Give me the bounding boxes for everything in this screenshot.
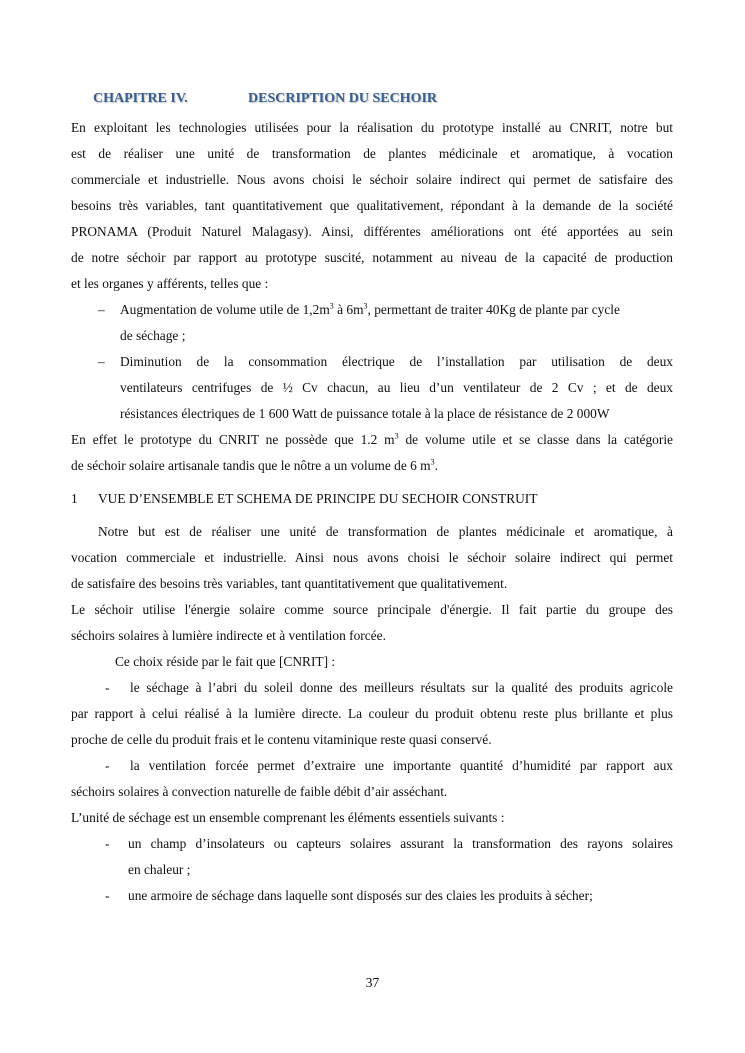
intro-line-6: de notre séchoir par rapport au prototype suscité, notamment au niveau de la capacité de production (71, 250, 673, 265)
p2-line-3: de satisfaire des besoins très variables, tant quantitativement que qualitativement. (71, 576, 508, 591)
reason-dash: - (105, 758, 110, 773)
element-1-line-1: un champ d’insolateurs ou capteurs solaires assurant la transformation des rayons solaires (128, 836, 673, 851)
bullet-2-line-3: résistances électriques de 1 600 Watt de puissance totale à la place de résistance de 2 000W (120, 406, 610, 421)
bullet-1-text-b: à 6m (333, 302, 364, 317)
section-title: VUE D’ENSEMBLE ET SCHEMA DE PRINCIPE DU SECHOIR CONSTRUIT (98, 491, 538, 506)
intro-line-7: et les organes y afférents, telles que : (71, 276, 269, 291)
p2-line-1: Notre but est de réaliser une unité de transformation de plantes médicinale et aromatique, à (98, 524, 673, 539)
page-number: 37 (365, 975, 380, 990)
p2-line-2: vocation commerciale et industrielle. Ainsi nous avons choisi le séchoir solaire indirect qui permet (71, 550, 673, 565)
reason-1-line-1: le séchage à l’abri du soleil donne des meilleurs résultats sur la qualité des produits agricole (130, 680, 673, 695)
p5-line-1: L’unité de séchage est un ensemble comprenant les éléments essentiels suivants : (71, 810, 505, 825)
effet-line-2 (71, 456, 673, 476)
superscript: 3 (363, 301, 368, 311)
reason-2-line-2: séchoirs solaires à convection naturelle de faible débit d’air asséchant. (71, 784, 448, 799)
p3-line-2: séchoirs solaires à lumière indirecte et à ventilation forcée. (71, 628, 386, 643)
bullet-2-line-2: ventilateurs centrifuges de ½ Cv chacun, au lieu d’un ventilateur de 2 Cv ; et de deux (120, 380, 673, 395)
superscript: 3 (430, 457, 435, 467)
bullet-1-line-2: de séchage ; (120, 328, 186, 343)
chapter-title: DESCRIPTION DU SECHOIR (248, 91, 438, 106)
element-dash: - (105, 888, 110, 903)
bullet-1-text-c: , permettant de traiter 40Kg de plante par cycle (367, 302, 620, 317)
element-dash: - (105, 836, 110, 851)
reason-1-line-2: par rapport à celui réalisé à la lumière directe. La couleur du produit obtenu reste plus brillante et plus (71, 706, 673, 721)
intro-line-5: PRONAMA (Produit Naturel Malagasy). Ainsi, différentes améliorations ont été apportées au sein (71, 224, 673, 239)
intro-line-1: En exploitant les technologies utilisées pour la réalisation du prototype installé au CNRIT, notre but (71, 120, 673, 135)
reason-1-line-3: proche de celle du produit frais et le contenu vitaminique reste quasi conservé. (71, 732, 492, 747)
bullet-dash: – (98, 302, 105, 317)
element-2-line-1: une armoire de séchage dans laquelle sont disposés sur des claies les produits à sécher; (128, 888, 593, 903)
reason-2-line-1: la ventilation forcée permet d’extraire une importante quantité d’humidité par rapport aux (130, 758, 673, 773)
effet-text-c: de séchoir solaire artisanale tandis que le nôtre a un volume de 6 m (71, 458, 431, 473)
p4-line-1: Ce choix réside par le fait que [CNRIT] : (115, 654, 336, 669)
element-1-line-2: en chaleur ; (128, 862, 191, 877)
effet-text-d: . (434, 458, 438, 473)
effet-text-a: En effet le prototype du CNRIT ne possède que 1.2 m (71, 432, 395, 447)
effet-line-1 (71, 430, 673, 450)
section-number: 1 (71, 491, 78, 506)
bullet-1-line-1 (120, 300, 673, 320)
reason-dash: - (105, 680, 110, 695)
effet-text-b: de volume utile et se classe dans la catégorie (398, 432, 674, 447)
p3-line-1: Le séchoir utilise l'énergie solaire comme source principale d'énergie. Il fait partie du groupe des (71, 602, 673, 617)
bullet-1-text-a: Augmentation de volume utile de 1,2m (120, 302, 330, 317)
bullet-2-line-1: Diminution de la consommation électrique de l’installation par utilisation de deux (120, 354, 673, 369)
intro-line-3: commerciale et industrielle. Nous avons choisi le séchoir solaire indirect qui permet de satisfaire des (71, 172, 673, 187)
superscript: 3 (394, 431, 399, 441)
chapter-label: CHAPITRE IV. (93, 91, 188, 106)
bullet-dash: – (98, 354, 105, 369)
intro-line-4: besoins très variables, tant quantitativement que qualitativement, répondant à la demande de la société (71, 198, 673, 213)
superscript: 3 (329, 301, 334, 311)
intro-line-2: est de réaliser une unité de transformation de plantes médicinale et aromatique, à vocation (71, 146, 673, 161)
